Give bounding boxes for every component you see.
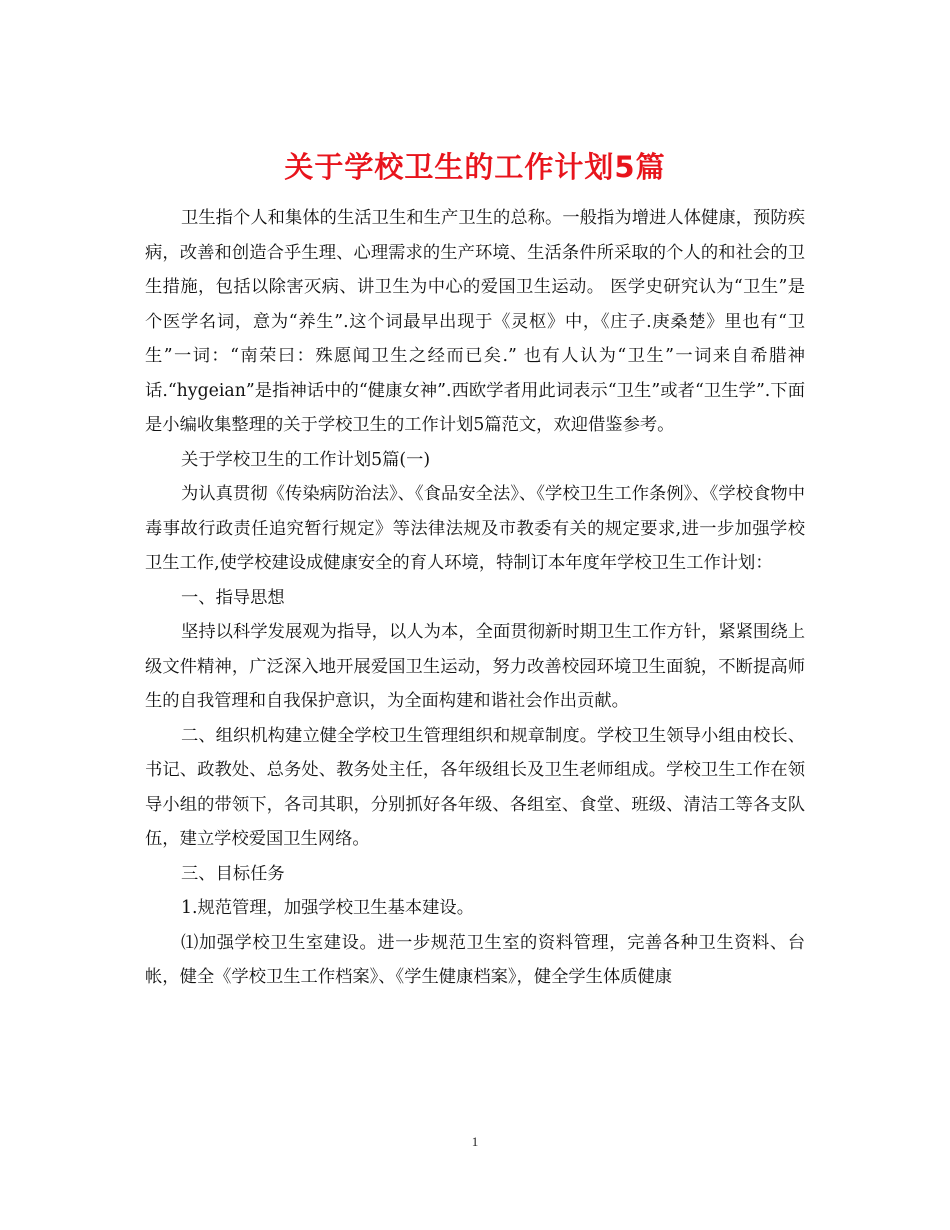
- plan-intro-paragraph: 为认真贯彻《传染病防治法》、《食品安全法》、《学校卫生工作条例》、《学校食物中毒事故行政责任追究暂行规定》等法律法规及市教委有关的规定要求,进一步加强学校卫生工作,使学校建设成健康安全的育人环境，特制订本年度年学校卫生工作计划：: [145, 484, 805, 573]
- document-title: 关于学校卫生的工作计划5篇: [284, 150, 666, 185]
- organization-paragraph: 二、组织机构建立健全学校卫生管理组织和规章制度。学校卫生领导小组由校长、书记、政教处、总务处、教务处主任，各年级组长及卫生老师组成。学校卫生工作在领导小组的带领下，各司其职，分别抓好各年级、各组室、食堂、班级、清洁工等各支队伍，建立学校爱国卫生网络。: [145, 725, 805, 849]
- intro-paragraph: 卫生指个人和集体的生活卫生和生产卫生的总称。一般指为增进人体健康，预防疾病，改善和创造合乎生理、心理需求的生产环境、生活条件所采取的个人的和社会的卫生措施，包括以除害灭病、讲卫生为中心的爱国卫生运动。 医学史研究认为“卫生”是个医学名词，意为“养生”.这个词最早出现于《灵枢》中，《庄子.庚桑楚》里也有“卫生”一词：“南荣曰：殊愿闻卫生之经而已矣.” 也有人认为“卫生”一词来自希腊神话.“hygeian”是指神话中的“健康女神”.西欧学者用此词表示“卫生”或者“卫生学”.下面是小编收集整理的关于学校卫生的工作计划5篇范文，欢迎借鉴参考。: [145, 208, 805, 435]
- task-item-1-sub-1: ⑴加强学校卫生室建设。进一步规范卫生室的资料管理，完善各种卫生资料、台帐，健全《学校卫生工作档案》、《学生健康档案》，健全学生体质健康: [145, 932, 805, 987]
- section-heading-plan-1: 关于学校卫生的工作计划5篇(一): [181, 449, 431, 470]
- heading-goals-tasks: 三、目标任务: [181, 863, 285, 884]
- task-item-1: 1.规范管理，加强学校卫生基本建设。: [181, 898, 474, 918]
- page-number: 1: [471, 1134, 479, 1149]
- guiding-ideology-paragraph: 坚持以科学发展观为指导，以人为本，全面贯彻新时期卫生工作方针，紧紧围绕上级文件精神，广泛深入地开展爱国卫生运动，努力改善校园环境卫生面貌，不断提高师生的自我管理和自我保护意识，为全面构建和谐社会作出贡献。: [145, 622, 805, 711]
- document-body: [145, 201, 805, 995]
- heading-guiding-ideology: 一、指导思想: [181, 587, 285, 608]
